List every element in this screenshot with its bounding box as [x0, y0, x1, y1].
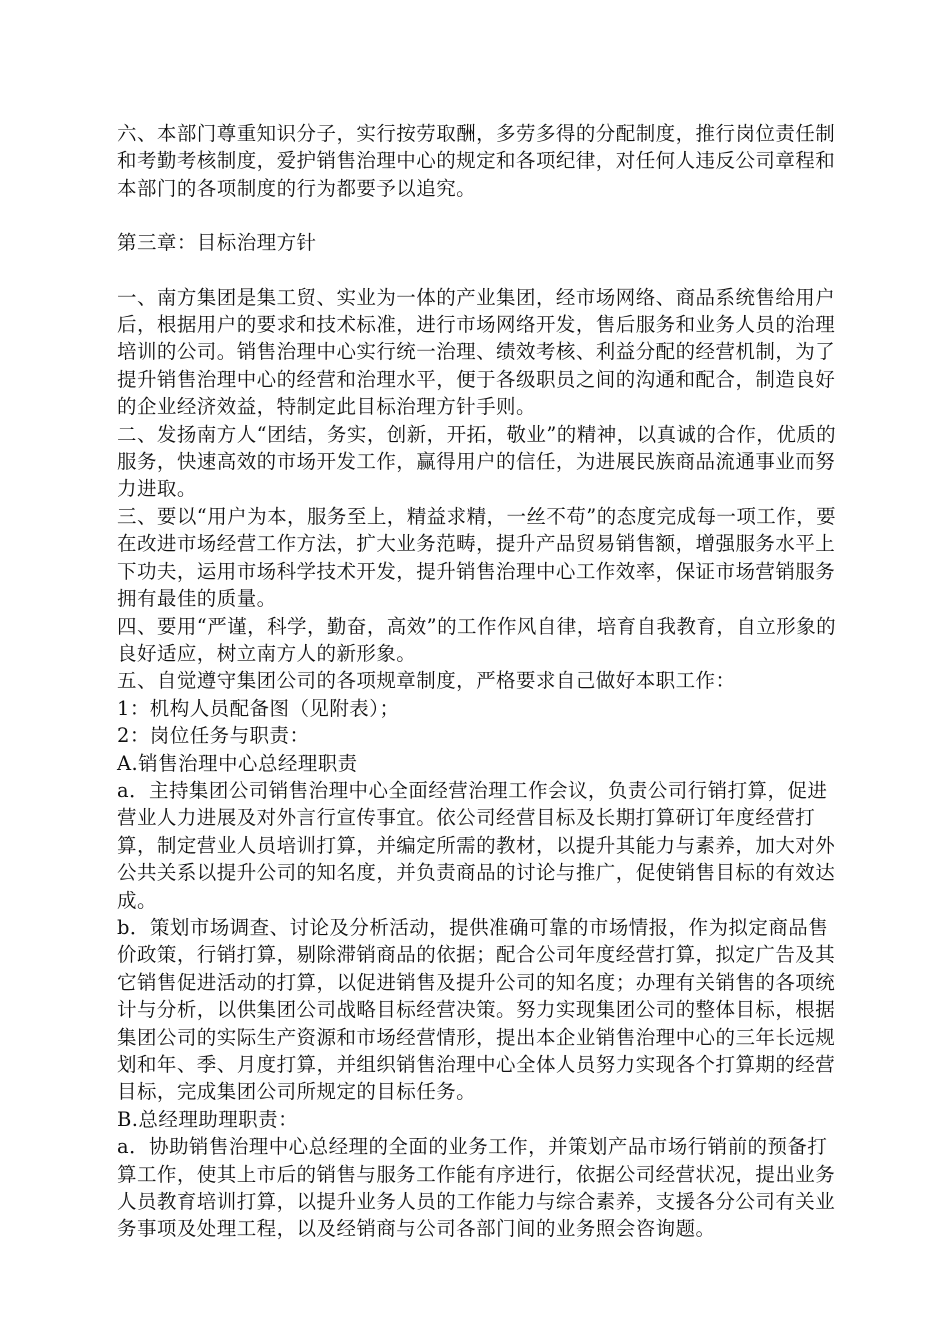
list-item-duties: 2：岗位任务与职责：: [117, 724, 310, 748]
chapter3-item-one: 一、南方集团是集工贸、实业为一体的产业集团，经市场网络、商品系统售给用户后，根据用户的要求和技术标准，进行市场网络开发，售后服务和业务人员的治理培训的公司。销售治理中心实行统一治理、绩效考核、利益分配的经营机制，为了提升销售治理中心的经营和治理水平，便于各级职员之间的沟通和配合，制造良好的企业经济效益，特制定此目标治理方针手则。: [117, 285, 836, 419]
chapter3-item-two: 二、发扬南方人“团结，务实，创新，开拓，敬业”的精神，以真诚的合作，优质的服务，快速高效的市场开发工作，赢得用户的信任，为进展民族商品流通事业而努力进取。: [117, 422, 837, 501]
list-item-org-chart: 1：机构人员配备图（见附表）；: [117, 696, 400, 720]
document-body: [117, 120, 837, 1243]
chapter-three-heading: 第三章：目标治理方针: [117, 231, 317, 255]
spacer: [117, 257, 837, 284]
paragraph-six: 六、本部门尊重知识分子，实行按劳取酬，多劳多得的分配制度，推行岗位责任制和考勤考核制度，爱护销售治理中心的规定和各项纪律，对任何人违反公司章程和本部门的各项制度的行为都要予以追究。: [117, 122, 836, 200]
role-b-duty-a: a．协助销售治理中心总经理的全面的业务工作，并策划产品市场行销前的预备打算工作，使其上市后的销售与服务工作能有序进行，依据公司经营状况，提出业务人员教育培训打算，以提升业务人员的工作能力与综合素养，支援各分公司有关业务事项及处理工程，以及经销商与公司各部门间的业务照会咨询题。: [117, 1135, 836, 1241]
role-b-heading: B.总经理助理职责：: [117, 1107, 299, 1131]
spacer: [117, 202, 837, 229]
chapter3-item-five: 五、自觉遵守集团公司的各项规章制度，严格要求自己做好本职工作：: [117, 669, 736, 693]
role-a-heading: A.销售治理中心总经理职责: [117, 751, 358, 775]
chapter3-item-four: 四、要用“严谨，科学，勤奋，高效”的工作作风自律，培育自我教育，自立形象的良好适应，树立南方人的新形象。: [117, 614, 837, 665]
role-a-duty-b: b．策划市场调查、讨论及分析活动，提供准确可靠的市场情报，作为拟定商品售价政策，行销打算，剔除滞销商品的依据；配合公司年度经营打算，拟定广告及其它销售促进活动的打算，以促进销售及提升公司的知名度；办理有关销售的各项统计与分析，以供集团公司战略目标经营决策。努力实现集团公司的整体目标，根据集团公司的实际生产资源和市场经营情形，提出本企业销售治理中心的三年长远规划和年、季、月度打算，并组织销售治理中心全体人员努力实现各个打算期的经营目标，完成集团公司所规定的目标任务。: [117, 915, 836, 1104]
chapter3-item-three: 三、要以“用户为本，服务至上，精益求精，一丝不苟”的态度完成每一项工作，要在改进市场经营工作方法，扩大业务范畴，提升产品贸易销售额，增强服务水平上下功夫，运用市场科学技术开发，提升销售治理中心工作效率，保证市场营销服务拥有最佳的质量。: [117, 504, 837, 611]
role-a-duty-a: a．主持集团公司销售治理中心全面经营治理工作会议，负责公司行销打算，促进营业人力进展及对外言行宣传事宜。依公司经营目标及长期打算研订年度经营打算，制定营业人员培训打算，并编定所需的教材，以提升其能力与素养，加大对外公共关系以提升公司的知名度，并负责商品的讨论与推广，促使销售目标的有效达成。: [117, 778, 836, 912]
